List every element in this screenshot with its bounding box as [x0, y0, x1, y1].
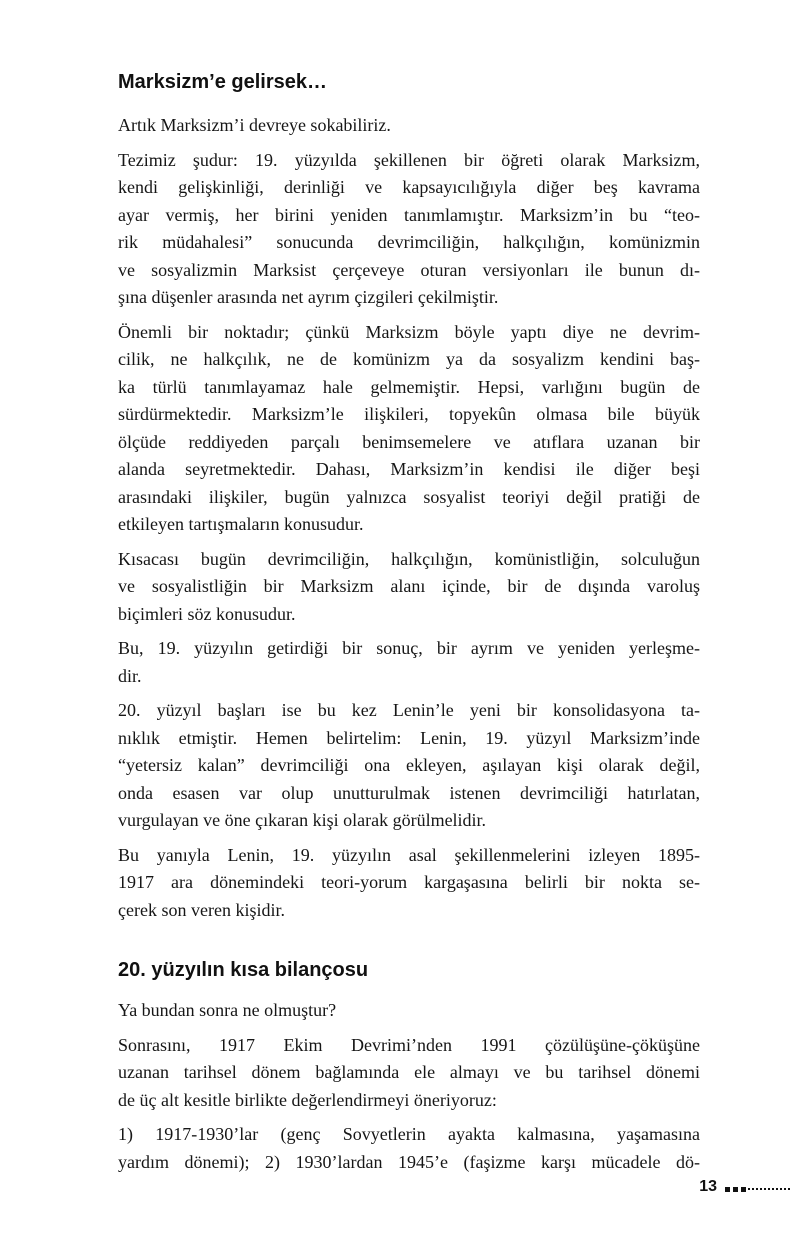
text-line: Önemli bir noktadır; çünkü Marksizm böyle yaptı diye ne devrim- [118, 321, 700, 342]
heading-20-yuzyilin-kisa-bilancosu: 20. yüzyılın kısa bilançosu [118, 959, 369, 981]
text-line: Ya bundan sonra ne olmuştur? [118, 1000, 337, 1020]
deco-dot-icon [760, 1188, 762, 1190]
deco-dot-icon [788, 1188, 790, 1190]
deco-dot-icon [776, 1188, 778, 1190]
text-line: kendi gelişkinliği, derinliği ve kapsayıcılığıyla diğer beş kavrama [118, 177, 700, 197]
deco-dot-icon [772, 1188, 774, 1190]
paragraph [118, 635, 700, 690]
deco-dot-icon [748, 1188, 750, 1190]
text-line: arasındaki ilişkiler, bugün yalnızca sosyalist teoriyi değil pratiği de [118, 486, 700, 507]
text-line: Tezimiz şudur: 19. yüzyılda şekillenen bir öğreti olarak Marksizm, [118, 149, 700, 170]
text-line: Sonrasını, 1917 Ekim Devrimi’nden 1991 çözülüşüne-çöküşüne [118, 1034, 700, 1055]
text-line: 20. yüzyıl başları ise bu kez Lenin’le yeni bir konsolidasyona ta- [118, 700, 700, 720]
text-line: onda esasen var olup unutturulmak istenen devrimciliği hatırlatan, [118, 782, 700, 803]
text-line: Bu, 19. yüzyılın getirdiği bir sonuç, bir ayrım ve yeniden yerleşme- [118, 638, 700, 658]
text-line: biçimleri söz konusudur. [118, 603, 296, 624]
text-column [118, 70, 700, 1183]
text-line: 1917 ara dönemindeki teori-yorum kargaşasına belirli bir nokta se- [118, 872, 700, 892]
text-line: 1) 1917-1930’lar (genç Sovyetlerin ayakta kalmasına, yaşamasına [118, 1124, 700, 1144]
paragraph [118, 1121, 700, 1176]
paragraph [118, 546, 700, 629]
paragraph [118, 319, 700, 539]
deco-dot-icon [752, 1188, 754, 1190]
deco-dot-icon [756, 1188, 758, 1190]
deco-square-icon [725, 1187, 730, 1192]
deco-dot-icon [780, 1188, 782, 1190]
text-line: sürdürmektedir. Marksizm’le ilişkileri, topyekûn olmasa bile büyük [118, 404, 700, 424]
text-line: Artık Marksizm’i devreye sokabiliriz. [118, 115, 391, 135]
paragraph [118, 112, 700, 140]
text-line: vurgulayan ve öne çıkaran kişi olarak görülmelidir. [118, 810, 487, 830]
paragraph [118, 997, 700, 1025]
text-line: ayar vermiş, her birini yeniden tanımlamıştır. Marksizm’in bu “teo- [118, 204, 700, 225]
text-line: ka türlü tanımlayamaz hale gelmemiştir. Hepsi, varlığını bugün de [118, 376, 700, 397]
deco-dot-icon [768, 1188, 770, 1190]
page-number: 13 [699, 1178, 717, 1195]
text-line: dir. [118, 665, 142, 686]
text-line: nıklık etmiştir. Hemen belirtelim: Lenin, 19. yüzyıl Marksizm’inde [118, 727, 700, 748]
deco-dot-icon [764, 1188, 766, 1190]
text-line: şına düşenler arasında net ayrım çizgileri çekilmiştir. [118, 287, 499, 307]
deco-dot-icon [784, 1188, 786, 1190]
paragraph [118, 147, 700, 312]
deco-square-icon [741, 1187, 746, 1192]
text-line: çerek son veren kişidir. [118, 899, 285, 920]
text-line: ve sosyalizmin Marksist çerçeveye oturan versiyonları ile bunun dı- [118, 259, 700, 280]
paragraph [118, 842, 700, 925]
text-line: de üç alt kesitle birlikte değerlendirmeyi öneriyoruz: [118, 1089, 497, 1110]
deco-square-icon [733, 1187, 738, 1192]
text-line: cilik, ne halkçılık, ne de komünizm ya da sosyalizm kendini baş- [118, 349, 700, 369]
text-line: ve sosyalistliğin bir Marksizm alanı içinde, bir de dışında varoluş [118, 576, 700, 596]
footer-dots-decoration [722, 1187, 790, 1192]
text-line: Kısacası bugün devrimciliğin, halkçılığın, komünistliğin, solculuğun [118, 548, 700, 569]
text-line: uzanan tarihsel dönem bağlamında ele almayı ve bu tarihsel dönemi [118, 1062, 700, 1082]
heading-marksizme-gelirsek: Marksizm’e gelirsek… [118, 71, 327, 93]
paragraph [118, 697, 700, 835]
text-line: Bu yanıyla Lenin, 19. yüzyılın asal şekillenmelerini izleyen 1895- [118, 844, 700, 865]
text-line: yardım dönemi); 2) 1930’lardan 1945’e (faşizme karşı mücadele dö- [118, 1151, 700, 1172]
text-line: rik müdahalesi” sonucunda devrimciliğin, halkçılığın, komünizmin [118, 232, 700, 252]
paragraph [118, 1032, 700, 1115]
text-line: “yetersiz kalan” devrimciliği ona ekleyen, aşılayan kişi olarak değil, [118, 755, 700, 775]
page-footer [699, 1179, 790, 1195]
text-line: alanda seyretmektedir. Dahası, Marksizm’in kendisi ile diğer beşi [118, 459, 700, 479]
text-line: ölçüde reddiyeden parçalı benimsemelere ve atıflara uzanan bir [118, 431, 700, 452]
text-line: etkileyen tartışmaların konusudur. [118, 514, 364, 534]
